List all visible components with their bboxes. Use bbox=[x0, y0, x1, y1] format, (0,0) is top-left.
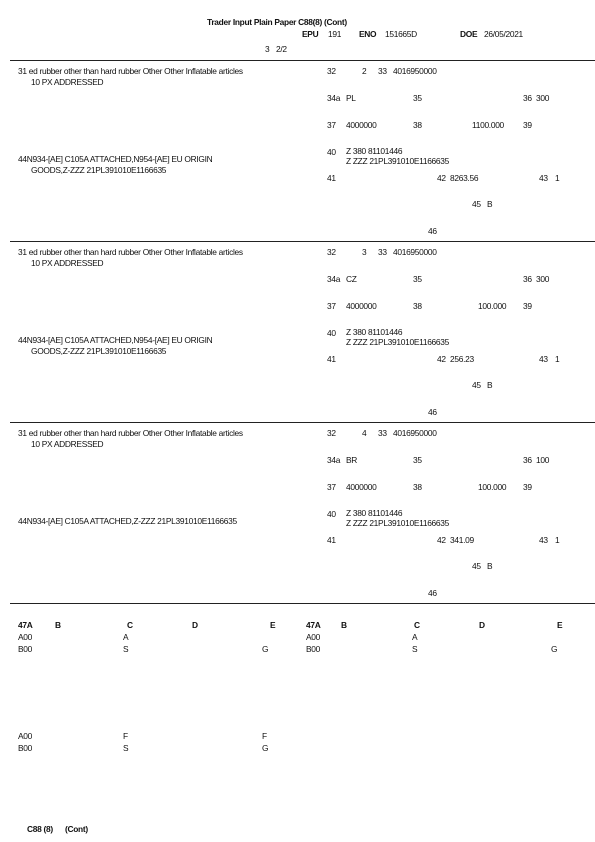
box32-label: 32 bbox=[327, 428, 336, 438]
box47-row-code: B00 bbox=[18, 644, 33, 654]
box47-col-b: B bbox=[341, 620, 347, 630]
item-number: 4 bbox=[362, 428, 367, 438]
box40-label: 40 bbox=[327, 509, 336, 519]
box44-line2: GOODS,Z-ZZZ 21PL391010E1166635 bbox=[31, 346, 167, 356]
box31-description-line1: 31 ed rubber other than hard rubber Other Other Inflatable articles bbox=[18, 428, 243, 438]
box40-line1: Z 380 81101446 bbox=[346, 327, 403, 337]
box47-col-d: D bbox=[192, 620, 198, 630]
net-mass-value: 100.000 bbox=[478, 301, 507, 311]
item-number: 3 bbox=[362, 247, 367, 257]
box47-row-c: A bbox=[123, 632, 129, 642]
box47-row-e: G bbox=[551, 644, 558, 654]
box47-row-c: S bbox=[123, 743, 129, 753]
box45-label: 45 bbox=[472, 561, 481, 571]
box47-row-c: S bbox=[123, 644, 129, 654]
page-title: Trader Input Plain Paper C88(8) (Cont) bbox=[207, 17, 347, 27]
box44-line1: 44N934-[AE] C105A ATTACHED,N954-[AE] EU ORIGIN bbox=[18, 154, 213, 164]
box47-row-c: A bbox=[412, 632, 418, 642]
box36-label: 36 bbox=[523, 274, 532, 284]
box44-line1: 44N934-[AE] C105A ATTACHED,Z-ZZZ 21PL391010E1166635 bbox=[18, 516, 237, 526]
box47-row-code: B00 bbox=[18, 743, 33, 753]
item-divider bbox=[10, 603, 595, 604]
box35-label: 35 bbox=[413, 93, 422, 103]
box31-description-line2: 10 PX ADDRESSED bbox=[31, 77, 104, 87]
footer-form-label: C88 (8) bbox=[27, 824, 53, 834]
cpc-value: 4000000 bbox=[346, 482, 377, 492]
box47-col-e: E bbox=[557, 620, 563, 630]
box34a-label: 34a bbox=[327, 455, 341, 465]
box36-value: 100 bbox=[536, 455, 550, 465]
box45-value: B bbox=[487, 380, 493, 390]
box35-label: 35 bbox=[413, 274, 422, 284]
box42-label: 42 bbox=[437, 354, 446, 364]
box37-label: 37 bbox=[327, 120, 336, 130]
eno-label: ENO bbox=[359, 29, 377, 39]
country-of-origin: PL bbox=[346, 93, 356, 103]
box31-description-line1: 31 ed rubber other than hard rubber Other Other Inflatable articles bbox=[18, 247, 243, 257]
box38-label: 38 bbox=[413, 301, 422, 311]
box45-label: 45 bbox=[472, 199, 481, 209]
cpc-value: 4000000 bbox=[346, 301, 377, 311]
box44-line1: 44N934-[AE] C105A ATTACHED,N954-[AE] EU ORIGIN bbox=[18, 335, 213, 345]
box47-col-d: D bbox=[479, 620, 485, 630]
box45-label: 45 bbox=[472, 380, 481, 390]
box47-col-c: C bbox=[127, 620, 133, 630]
box47-row-code: A00 bbox=[18, 632, 33, 642]
net-mass-value: 1100.000 bbox=[472, 120, 504, 130]
epu-value: 191 bbox=[328, 29, 342, 39]
box40-label: 40 bbox=[327, 328, 336, 338]
epu-label: EPU bbox=[302, 29, 319, 39]
box40-line2: Z ZZZ 21PL391010E1166635 bbox=[346, 337, 449, 347]
box43-label: 43 bbox=[539, 173, 548, 183]
box43-value: 1 bbox=[555, 535, 560, 545]
cpc-value: 4000000 bbox=[346, 120, 377, 130]
box34a-label: 34a bbox=[327, 274, 341, 284]
eno-value: 151665D bbox=[385, 29, 417, 39]
item-price-value: 256.23 bbox=[450, 354, 474, 364]
box31-description-line2: 10 PX ADDRESSED bbox=[31, 258, 104, 268]
item-price-value: 341.09 bbox=[450, 535, 474, 545]
footer-cont-label: (Cont) bbox=[65, 824, 88, 834]
box41-label: 41 bbox=[327, 354, 336, 364]
box39-label: 39 bbox=[523, 120, 532, 130]
doe-value: 26/05/2021 bbox=[484, 29, 523, 39]
box47-row-c: S bbox=[412, 644, 418, 654]
item-number: 2 bbox=[362, 66, 367, 76]
box38-label: 38 bbox=[413, 482, 422, 492]
item-price-value: 8263.56 bbox=[450, 173, 479, 183]
box43-label: 43 bbox=[539, 535, 548, 545]
box37-label: 37 bbox=[327, 482, 336, 492]
doe-label: DOE bbox=[460, 29, 478, 39]
box47-label: 47A bbox=[18, 620, 33, 630]
box47-row-c: F bbox=[123, 731, 128, 741]
box46-label: 46 bbox=[428, 588, 437, 598]
box39-label: 39 bbox=[523, 482, 532, 492]
box34a-label: 34a bbox=[327, 93, 341, 103]
box32-label: 32 bbox=[327, 247, 336, 257]
box43-value: 1 bbox=[555, 354, 560, 364]
box47-col-e: E bbox=[270, 620, 276, 630]
box42-label: 42 bbox=[437, 535, 446, 545]
country-of-origin: BR bbox=[346, 455, 358, 465]
box40-label: 40 bbox=[327, 147, 336, 157]
box43-value: 1 bbox=[555, 173, 560, 183]
page-of-count: 2/2 bbox=[276, 44, 287, 54]
commodity-code: 4016950000 bbox=[393, 428, 437, 438]
box36-value: 300 bbox=[536, 274, 550, 284]
box47-row-e: G bbox=[262, 644, 269, 654]
box31-description-line2: 10 PX ADDRESSED bbox=[31, 439, 104, 449]
box43-label: 43 bbox=[539, 354, 548, 364]
box47-col-b: B bbox=[55, 620, 61, 630]
page-box-number: 3 bbox=[265, 44, 270, 54]
box32-label: 32 bbox=[327, 66, 336, 76]
box40-line1: Z 380 81101446 bbox=[346, 146, 403, 156]
box46-label: 46 bbox=[428, 407, 437, 417]
box47-col-c: C bbox=[414, 620, 420, 630]
country-of-origin: CZ bbox=[346, 274, 357, 284]
box41-label: 41 bbox=[327, 535, 336, 545]
box47-row-code: A00 bbox=[18, 731, 33, 741]
box40-line2: Z ZZZ 21PL391010E1166635 bbox=[346, 518, 449, 528]
box44-line2: GOODS,Z-ZZZ 21PL391010E1166635 bbox=[31, 165, 167, 175]
box46-label: 46 bbox=[428, 226, 437, 236]
net-mass-value: 100.000 bbox=[478, 482, 507, 492]
box40-line2: Z ZZZ 21PL391010E1166635 bbox=[346, 156, 449, 166]
box37-label: 37 bbox=[327, 301, 336, 311]
commodity-code: 4016950000 bbox=[393, 247, 437, 257]
box47-row-code: B00 bbox=[306, 644, 321, 654]
box40-line1: Z 380 81101446 bbox=[346, 508, 403, 518]
box35-label: 35 bbox=[413, 455, 422, 465]
box45-value: B bbox=[487, 561, 493, 571]
box36-label: 36 bbox=[523, 455, 532, 465]
goods-item-2 bbox=[0, 242, 595, 423]
box47-row-e: G bbox=[262, 743, 269, 753]
box47-row-e: F bbox=[262, 731, 267, 741]
box31-description-line1: 31 ed rubber other than hard rubber Other Other Inflatable articles bbox=[18, 66, 243, 76]
box33-label: 33 bbox=[378, 66, 387, 76]
goods-item-3 bbox=[0, 423, 595, 604]
goods-item-1 bbox=[0, 61, 595, 242]
box33-label: 33 bbox=[378, 428, 387, 438]
box42-label: 42 bbox=[437, 173, 446, 183]
commodity-code: 4016950000 bbox=[393, 66, 437, 76]
box36-label: 36 bbox=[523, 93, 532, 103]
box36-value: 300 bbox=[536, 93, 550, 103]
box47-row-code: A00 bbox=[306, 632, 321, 642]
box45-value: B bbox=[487, 199, 493, 209]
box38-label: 38 bbox=[413, 120, 422, 130]
box33-label: 33 bbox=[378, 247, 387, 257]
box47-label: 47A bbox=[306, 620, 321, 630]
box41-label: 41 bbox=[327, 173, 336, 183]
box39-label: 39 bbox=[523, 301, 532, 311]
